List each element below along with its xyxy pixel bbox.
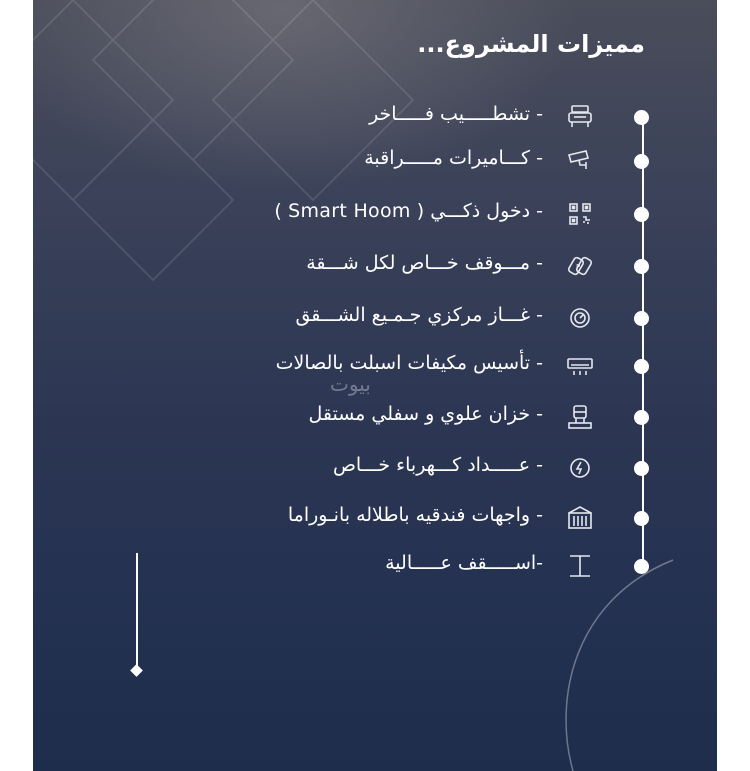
timeline-dot xyxy=(634,259,649,274)
feature-label: - واجهات فندقيه باطلاله بانـوراما xyxy=(287,504,543,526)
timeline-dot xyxy=(634,154,649,169)
feature-row xyxy=(33,194,717,234)
ceiling-height-icon xyxy=(566,552,594,580)
timeline-dot xyxy=(634,207,649,222)
timeline-dot xyxy=(634,559,649,574)
feature-label: - عـــــداد كـــهرباء خـــاص xyxy=(332,454,543,476)
water-tank-icon xyxy=(566,403,594,431)
air-conditioner-icon xyxy=(566,352,594,380)
svg-text:P: P xyxy=(576,263,581,271)
electric-meter-icon xyxy=(566,454,594,482)
timeline-dot xyxy=(634,410,649,425)
watermark: بيوت xyxy=(330,372,371,396)
timeline-dot xyxy=(634,110,649,125)
parking-sign-icon xyxy=(566,252,594,280)
feature-row xyxy=(33,246,717,286)
feature-label: - كـــاميرات مـــــراقبة xyxy=(364,147,543,169)
qr-code-icon xyxy=(566,200,594,228)
feature-row xyxy=(33,141,717,181)
feature-row xyxy=(33,397,717,437)
feature-row xyxy=(33,346,717,386)
feature-label: - دخول ذكـــي ( Smart Hoom ) xyxy=(274,200,543,222)
feature-row xyxy=(33,448,717,488)
timeline-dot xyxy=(634,359,649,374)
features-panel xyxy=(33,0,717,771)
feature-label: - غـــاز مركزي جـمـيع الشـــقق xyxy=(295,304,543,326)
sofa-icon xyxy=(566,103,594,131)
building-facade-icon xyxy=(566,504,594,532)
feature-label: -اســـــقف عـــــالية xyxy=(385,552,543,574)
feature-row xyxy=(33,97,717,137)
feature-label: - تشطـــــيب فـــــاخر xyxy=(369,103,543,125)
feature-row xyxy=(33,498,717,538)
gas-gauge-icon xyxy=(566,304,594,332)
page-title: مميزات المشروع... xyxy=(417,30,645,58)
timeline-dot xyxy=(634,311,649,326)
feature-row xyxy=(33,298,717,338)
feature-label: - تأسيس مكيفات اسبلت بالصالات xyxy=(275,352,543,374)
timeline-dot xyxy=(634,461,649,476)
decorative-vertical-line xyxy=(136,553,138,668)
timeline-dot xyxy=(634,511,649,526)
feature-label: - مـــوقف خـــاص لكل شـــقة xyxy=(306,252,543,274)
feature-label: - خزان علوي و سفلي مستقل xyxy=(308,403,543,425)
security-camera-icon xyxy=(566,147,594,175)
